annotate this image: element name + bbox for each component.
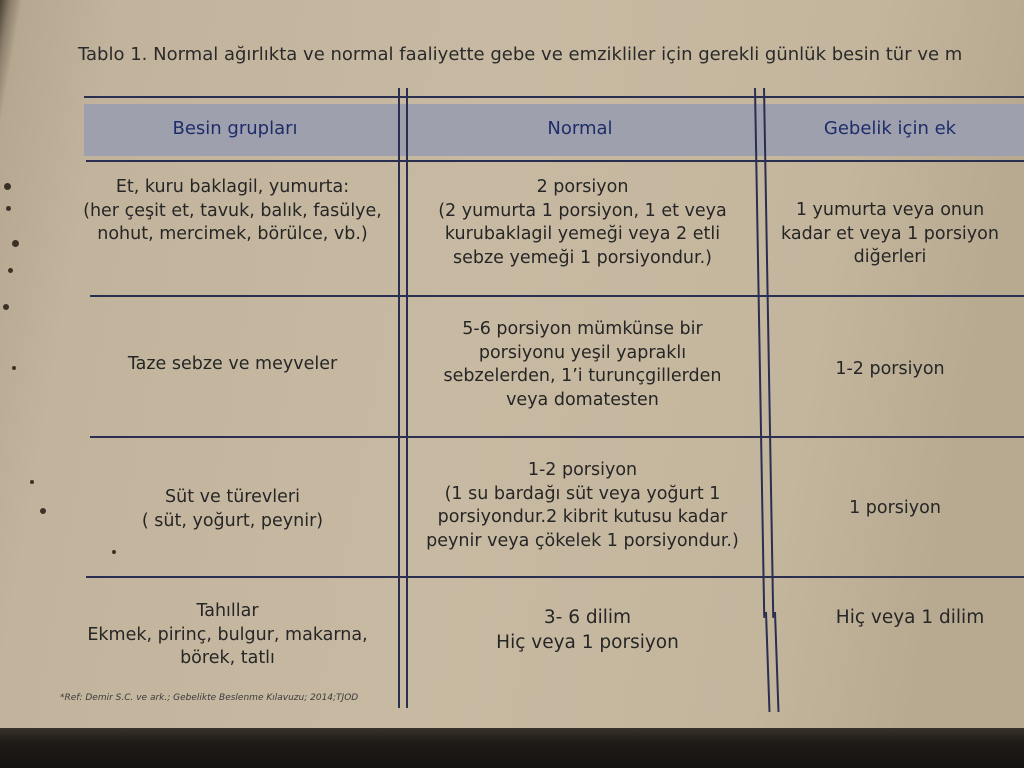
cell-line: Hiç veya 1 porsiyon [496,632,679,653]
cell-line: sebze yemeği 1 porsiyondur.) [453,247,712,268]
cell-line: 1-2 porsiyon [835,359,945,379]
paper-speck [4,183,11,190]
row-4-group-cell [55,600,400,671]
column-divider [765,612,770,712]
row-divider [86,576,1024,578]
row-3-pregnancy-cell [770,497,1020,521]
cell-line: (her çeşit et, tavuk, balık, fasülye, [83,200,382,221]
header-gebelik-icin-ek: Gebelik için ek [823,118,957,139]
row-1-pregnancy-cell [765,199,1015,270]
row-3-normal-cell [410,459,755,553]
cell-line: porsiyonu yeşil yapraklı [478,342,687,363]
paper-speck [8,268,13,273]
row-divider [90,295,1024,297]
cell-line: börek, tatlı [180,648,275,668]
cell-line: veya domatesten [506,389,659,410]
row-1-group-cell [60,176,405,247]
cell-line: nohut, mercimek, börülce, vb.) [97,224,368,244]
cell-line: 1 yumurta veya onun [795,200,985,220]
paper-speck [12,366,16,370]
paper-speck [30,480,34,484]
table-caption: Tablo 1. Normal ağırlıkta ve normal faaliyette gebe ve emzikliler için gerekli günlük besin tür ve m [78,44,963,65]
cell-line: sebzelerden, 1’i turunçgillerden [443,366,722,386]
cell-line: Tahıllar [196,601,259,621]
reference-footnote: *Ref: Demir S.C. ve ark.; Gebelikte Beslenme Kılavuzu; 2014;TJOD [60,693,359,703]
cell-line: kadar et veya 1 porsiyon [781,223,999,244]
cell-line: 1 porsiyon [849,498,941,518]
column-divider [754,88,765,618]
cell-line: 3- 6 dilim [543,607,632,628]
cell-line: kurubaklagil yemeği veya 2 etli [444,224,721,244]
desk-background [0,728,1024,768]
paper-speck [12,240,19,247]
row-4-pregnancy-cell [785,606,1024,630]
cell-line: peynir veya çökelek 1 porsiyondur.) [426,530,739,551]
row-3-group-cell [60,486,405,533]
cell-line: Süt ve türevleri [165,487,300,507]
row-2-group-cell [60,353,405,377]
header-besin-gruplari: Besin grupları [172,118,298,139]
paper-speck [40,508,46,514]
cell-line: Et, kuru baklagil, yumurta: [115,177,350,197]
cell-line: 5-6 porsiyon mümkünse bir [462,319,703,339]
cell-line: Ekmek, pirinç, bulgur, makarna, [87,624,368,645]
cell-line: diğerleri [853,247,927,267]
cell-line: 2 porsiyon [536,177,629,197]
cell-line: 1-2 porsiyon [527,460,638,480]
header-bottom-rule [86,160,1024,162]
cell-line: (1 su bardağı süt veya yoğurt 1 [444,483,721,504]
row-2-pregnancy-cell [765,358,1015,382]
paper-speck [3,304,9,310]
cell-line: (2 yumurta 1 porsiyon, 1 et veya [438,200,727,221]
row-4-normal-cell [415,605,760,655]
column-divider [406,88,408,708]
table-top-rule [84,96,1024,98]
column-divider [763,88,774,618]
paper-speck [112,550,116,554]
header-normal: Normal [547,118,613,139]
cell-line: Taze sebze ve meyveler [127,354,338,374]
cell-line: porsiyondur.2 kibrit kutusu kadar [437,507,728,527]
column-divider [774,612,779,712]
paper-speck [6,206,11,211]
row-2-normal-cell [410,318,755,412]
cell-line: ( süt, yoğurt, peynir) [141,510,324,531]
row-divider [90,436,1024,438]
cell-line: Hiç veya 1 dilim [835,607,985,628]
row-1-normal-cell [410,176,755,270]
